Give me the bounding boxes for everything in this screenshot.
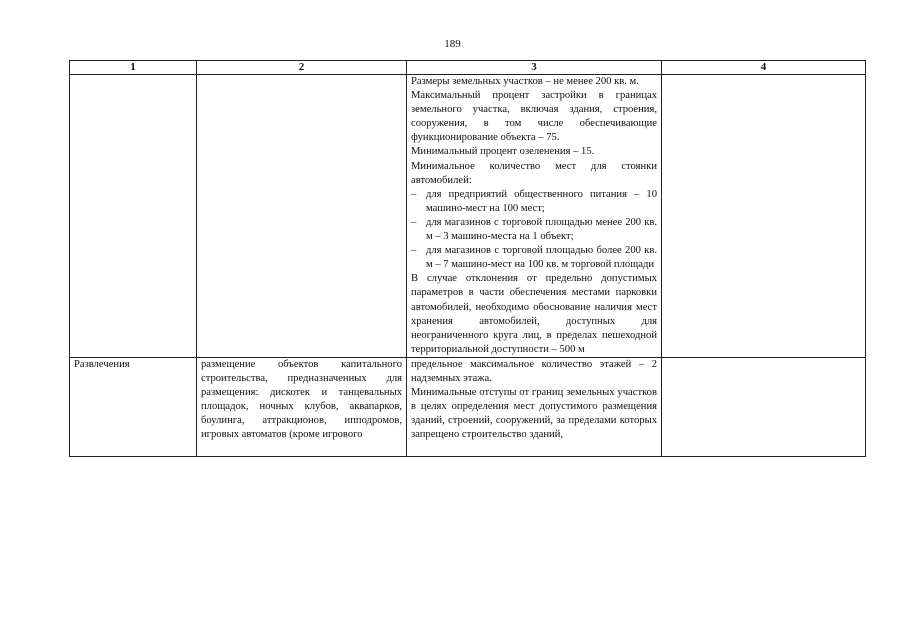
- list-item-text: для магазинов с торговой площадью более 200 кв. м – 7 машино-мест на 100 кв. м торговой площади: [426, 245, 657, 271]
- table-row: [70, 357, 866, 456]
- list-item-text: для магазинов с торговой площадью менее 200 кв. м – 3 машино-места на 1 объект;: [426, 216, 657, 243]
- row2-col1: Развлечения: [70, 357, 197, 456]
- list-item: [411, 188, 657, 216]
- list-item: [411, 216, 657, 244]
- page-number: 189: [444, 38, 461, 50]
- header-col-3: 3: [407, 61, 662, 75]
- max-coverage-text: Максимальный процент застройки в границах земельного участка, включая здания, строения, сооружения, в том числе обеспечивающие функционирование объекта – 75.: [411, 90, 657, 144]
- row2-col2: [197, 357, 407, 456]
- row2-col4: [662, 357, 866, 456]
- list-item: [411, 244, 657, 272]
- row2-col3: [407, 357, 662, 456]
- row1-col4: [662, 75, 866, 358]
- dash-bullet: –: [411, 216, 417, 228]
- list-item-text: для предприятий общественного питания – 10 машино-мест на 100 мест;: [426, 188, 657, 214]
- dash-bullet: –: [411, 245, 417, 257]
- dash-bullet: –: [411, 188, 417, 200]
- table-row: [70, 75, 866, 358]
- plot-size-text: Размеры земельных участков – не менее 200 кв. м.: [411, 76, 639, 87]
- header-col-2: 2: [197, 61, 407, 75]
- header-col-1: 1: [70, 61, 197, 75]
- permitted-use-description: размещение объектов капитального строительства, предназначенных для размещения: дискотек и танцевальных площадок, ночных клубов, аквапарков, боулинга, аттракционов, ипподромов, игровых автоматов (кроме игрового: [201, 358, 402, 441]
- row1-col2: [197, 75, 407, 358]
- max-floors-text: предельное максимальное количество этажей – 2 надземных этажа.: [411, 358, 657, 384]
- min-parking-text: Минимальное количество мест для стоянки автомобилей:: [411, 160, 657, 186]
- min-greening-text: Минимальный процент озеленения – 15.: [411, 146, 595, 158]
- header-col-4: 4: [662, 61, 866, 75]
- row1-col3: [407, 75, 662, 358]
- document-table: [69, 60, 866, 457]
- table-header-row: [70, 61, 866, 75]
- min-setbacks-text: Минимальные отступы от границ земельных участков в целях определения мест допустимого размещения зданий, строений, сооружений, за пределами которых запрещено строительство зданий,: [411, 387, 657, 441]
- deviation-text: В случае отклонения от предельно допустимых параметров в части обеспечения местами парковки автомобилей, необходимо обоснование наличия мест хранения автомобилей, доступных для неограниченного круга лиц, в пределах пешеходной территориальной доступности – 500 м: [411, 273, 657, 355]
- row1-col1: [70, 75, 197, 358]
